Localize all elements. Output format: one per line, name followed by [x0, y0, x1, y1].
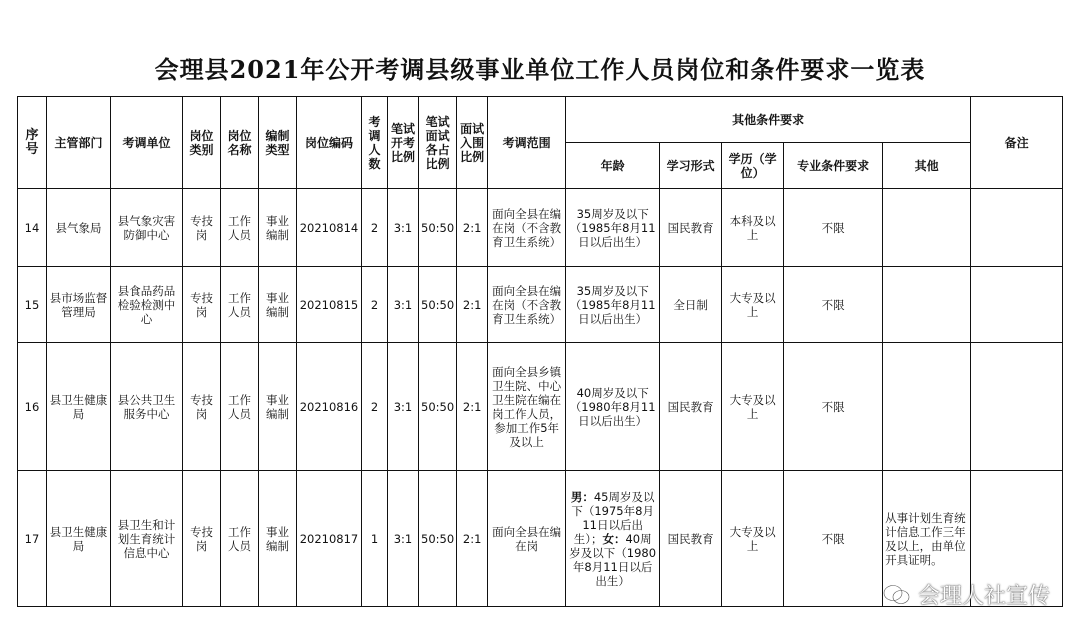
- cell-edu: 大专及以上: [722, 267, 784, 343]
- table-row: [18, 343, 1063, 471]
- header-written-ratio: 笔试开考比例: [388, 97, 419, 189]
- cell-written-ratio: 3:1: [388, 343, 419, 471]
- cell-count: 2: [362, 189, 388, 267]
- header-dept: 主管部门: [47, 97, 111, 189]
- cell-dept: 县卫生健康局: [47, 343, 111, 471]
- watermark-text: 会理人社宣传: [917, 584, 1050, 609]
- wechat-icon: [882, 583, 912, 607]
- header-study: 学习形式: [660, 143, 722, 189]
- cell-written-ratio: 3:1: [388, 267, 419, 343]
- cell-study: 国民教育: [660, 189, 722, 267]
- watermark: [882, 579, 1050, 610]
- cell-study: 国民教育: [660, 343, 722, 471]
- cell-post-name: 工作人员: [221, 471, 259, 607]
- header-major: 专业条件要求: [784, 143, 883, 189]
- cell-other: [883, 343, 971, 471]
- cell-dept: 县市场监督管理局: [47, 267, 111, 343]
- cell-post-code: 20210815: [297, 267, 362, 343]
- header-post-code: 岗位编码: [297, 97, 362, 189]
- page-title: 会理县2021年公开考调县级事业单位工作人员岗位和条件要求一览表: [154, 55, 926, 84]
- cell-edu: 大专及以上: [722, 471, 784, 607]
- cell-dept: 县气象局: [47, 189, 111, 267]
- header-unit: 考调单位: [111, 97, 183, 189]
- cell-interview-ratio: 2:1: [457, 471, 488, 607]
- cell-seq: 14: [18, 189, 47, 267]
- cell-staff-type: 事业编制: [259, 267, 297, 343]
- cell-other: [883, 267, 971, 343]
- cell-major: 不限: [784, 267, 883, 343]
- cell-interview-ratio: 2:1: [457, 189, 488, 267]
- header-edu: 学历（学位）: [722, 143, 784, 189]
- header-other-req: 其他条件要求: [566, 97, 971, 143]
- cell-unit: 县卫生和计划生育统计信息中心: [111, 471, 183, 607]
- cell-post-type: 专技岗: [183, 267, 221, 343]
- age-male: 45周岁及以下（1975年8月11日以后出生）；: [571, 489, 655, 546]
- cell-age: [566, 471, 660, 607]
- cell-staff-type: 事业编制: [259, 471, 297, 607]
- cell-written-ratio: 3:1: [388, 471, 419, 607]
- header-interview-ratio: 面试入围比例: [457, 97, 488, 189]
- cell-dept: 县卫生健康局: [47, 471, 111, 607]
- cell-post-type: 专技岗: [183, 471, 221, 607]
- table-row: [18, 267, 1063, 343]
- cell-remark: [971, 343, 1063, 471]
- cell-other: 从事计划生育统计信息工作三年及以上，由单位开具证明。: [883, 471, 971, 607]
- cell-count: 2: [362, 343, 388, 471]
- positions-table: [17, 96, 1063, 607]
- cell-written-interview: 50:50: [419, 343, 457, 471]
- cell-major: 不限: [784, 343, 883, 471]
- cell-remark: [971, 267, 1063, 343]
- cell-count: 2: [362, 267, 388, 343]
- cell-edu: 本科及以上: [722, 189, 784, 267]
- cell-interview-ratio: 2:1: [457, 343, 488, 471]
- table-row: [18, 189, 1063, 267]
- age-female: 40周岁及以下（1980年8月11日以后出生）: [569, 531, 657, 588]
- cell-unit: 县食品药品检验检测中心: [111, 267, 183, 343]
- cell-staff-type: 事业编制: [259, 189, 297, 267]
- cell-remark: [971, 189, 1063, 267]
- cell-written-interview: 50:50: [419, 189, 457, 267]
- cell-edu: 大专及以上: [722, 343, 784, 471]
- header-seq: 序号: [18, 97, 47, 189]
- header-count: 考调人数: [362, 97, 388, 189]
- cell-interview-ratio: 2:1: [457, 267, 488, 343]
- header-post-name: 岗位名称: [221, 97, 259, 189]
- header-age: 年龄: [566, 143, 660, 189]
- cell-written-ratio: 3:1: [388, 189, 419, 267]
- cell-post-name: 工作人员: [221, 343, 259, 471]
- header-staff-type: 编制类型: [259, 97, 297, 189]
- cell-staff-type: 事业编制: [259, 343, 297, 471]
- cell-seq: 16: [18, 343, 47, 471]
- cell-unit: 县气象灾害防御中心: [111, 189, 183, 267]
- cell-seq: 17: [18, 471, 47, 607]
- header-other: 其他: [883, 143, 971, 189]
- cell-post-code: 20210816: [297, 343, 362, 471]
- cell-unit: 县公共卫生服务中心: [111, 343, 183, 471]
- cell-seq: 15: [18, 267, 47, 343]
- cell-post-type: 专技岗: [183, 189, 221, 267]
- cell-written-interview: 50:50: [419, 267, 457, 343]
- cell-post-code: 20210817: [297, 471, 362, 607]
- cell-post-name: 工作人员: [221, 267, 259, 343]
- cell-study: 全日制: [660, 267, 722, 343]
- cell-scope: 面向全县在编在岗（不含教育卫生系统）: [488, 189, 566, 267]
- header-written-interview: 笔试面试各占比例: [419, 97, 457, 189]
- header-scope: 考调范围: [488, 97, 566, 189]
- cell-major: 不限: [784, 189, 883, 267]
- cell-scope: 面向全县乡镇卫生院、中心卫生院在编在岗工作人员，参加工作5年及以上: [488, 343, 566, 471]
- cell-post-type: 专技岗: [183, 343, 221, 471]
- cell-post-code: 20210814: [297, 189, 362, 267]
- cell-age: 35周岁及以下（1985年8月11日以后出生）: [566, 267, 660, 343]
- cell-post-name: 工作人员: [221, 189, 259, 267]
- header-post-type: 岗位类别: [183, 97, 221, 189]
- cell-count: 1: [362, 471, 388, 607]
- cell-written-interview: 50:50: [419, 471, 457, 607]
- cell-other: [883, 189, 971, 267]
- cell-age: 40周岁及以下（1980年8月11日以后出生）: [566, 343, 660, 471]
- cell-age: 35周岁及以下（1985年8月11日以后出生）: [566, 189, 660, 267]
- header-remark: 备注: [971, 97, 1063, 189]
- age-male-label: 男：: [570, 489, 594, 504]
- age-female-label: 女：: [602, 531, 626, 546]
- cell-study: 国民教育: [660, 471, 722, 607]
- cell-scope: 面向全县在编在岗（不含教育卫生系统）: [488, 267, 566, 343]
- cell-scope: 面向全县在编在岗: [488, 471, 566, 607]
- cell-major: 不限: [784, 471, 883, 607]
